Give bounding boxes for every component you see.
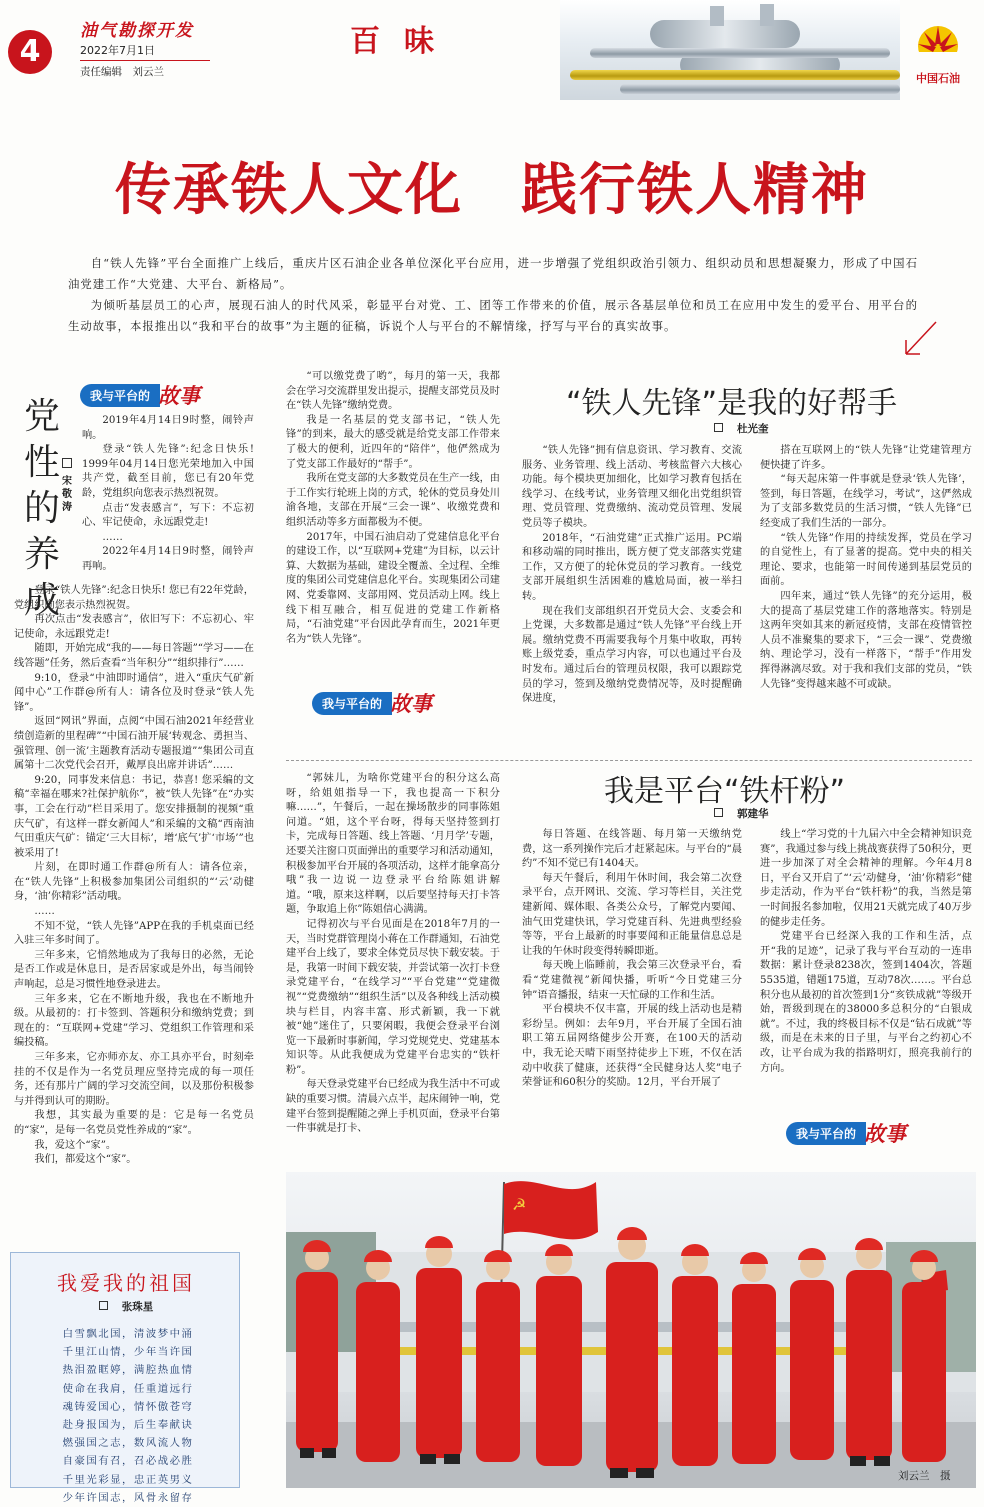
section-name: 百味 <box>350 24 458 59</box>
article3-paragraph: 线上“学习党的十九届六中全会精神知识竞赛”，我通过参与线上挑战赛获得了50积分，更进一步加深了对全会精神的理解。今年4月8日，平台又开启了“‘云’动健身，‘油’你精彩”健步走活动，作为平台“铁杆粉”的我，当然是第一时间报名参加啦，仅用21天就完成了40万步的健步走任务。 <box>760 829 972 928</box>
poem-line: 使命在我肩，任重道远行 <box>62 1382 194 1395</box>
article3-paragraph: 每日答题、在线答题、每月第一天缴纳党费，这一系列操作完后才赶紧起床。与平台的“晨约”不知不觉已有1404天。 <box>522 829 742 870</box>
article1-paragraph: 返回“网讯”界面，点阅“中国石油2021年经营业绩创造新的里程碑”“中国石油开展‘转观念、勇担当、强管理、创一流’主题教育活动专题报道”“集团公司直属第十二次党代会召开，戴厚良出席并讲话”…… <box>14 716 254 772</box>
header-banner-image <box>560 0 900 100</box>
story-tag <box>312 688 433 716</box>
poem-line: 千里光彩显，忠正英男义 <box>62 1473 194 1486</box>
article1-col-c <box>286 370 500 674</box>
article3-paragraph: 每天晚上临睡前，我会第三次登录平台，看看“党建微视”新闻快播，听听“今日党建三分钟”语音播报，结束一天忙碌的工作和生活。 <box>522 960 742 1001</box>
article2-paragraph: “每天起床第一件事就是登录‘铁人先锋’，签到，每日答题，在线学习，考试”，这俨然成为了支部多数党员的生活习惯，“铁人先锋”已经变成了我们生活的一部分。 <box>760 474 972 529</box>
article2-paragraph: 现在我们支部组织召开党员大会、支委会和上党课，大多数都是通过“铁人先锋”平台线上开展。缴纳党费不再需要我每个月集中收取，再转账上级党委，重点学习内容，可以也通过平台及时发布。通过后台的管理员权限，我可以跟踪党员的学习，签到及缴纳党费情况等，及时提醒确保进度， <box>522 605 742 705</box>
intro-block <box>68 253 918 337</box>
poem-line: 热泪盈眶婷，满腔热血情 <box>62 1364 194 1377</box>
article2-paragraph: “铁人先锋”拥有信息资讯、学习教育、交流服务、业务管理、线上活动、考核监督六大核心功能。每个模块更加细化，比如学习教育包括在线学习、在线考试，业务管理又细化出党组织管理、党员管理、党费缴纳、流动党员管理、发展党员等子模块。 <box>522 445 742 529</box>
story-tag-suffix: 故事 <box>158 384 201 408</box>
paper-name: 油气勘探开发 <box>80 21 194 41</box>
story-tag-prefix: 我与平台的 <box>312 692 392 715</box>
page-number: 4 <box>8 30 52 74</box>
poem-lines <box>33 1325 223 1507</box>
poem-box <box>10 1252 240 1504</box>
square-icon <box>714 808 723 817</box>
article1-paragraph: 9:10，登录“中油即时通信”，进入“重庆气矿新闻中心”工作群@所有人：请各位及时登录“铁人先锋”。 <box>14 672 254 713</box>
poem-author: 张珠星 <box>121 1301 154 1313</box>
square-icon <box>62 458 72 468</box>
company-logo <box>908 22 968 90</box>
poem-line: 自豪国有召，召必战必胜 <box>62 1455 194 1468</box>
article3-paragraph: 党建平台已经深入我的工作和生活，点开“我的足迹”，记录了我与平台互动的一连串数据：累计登录8238次，签到1404次，答题5535道，错题175道，互动78次……。平台总积分也从最初的首次签到1分“亥铁成就”等级开始，晋级到现在的38000多总积分的“白银成就”。不过，我的终极目标不仅是“钻石成就”等级，而是在未来的日子里，与平台之约初心不改，让平台成为我的指路明灯，照亮我前行的方向。 <box>760 931 972 1074</box>
article1-paragraph: 我，爱这个“家”。 <box>34 1139 117 1151</box>
article3-paragraph: 每天登录党建平台已经成为我生活中不可或缺的重要习惯。清晨六点半，起床闹钟一响，党建平台签到提醒随之弹上手机页面，登录平台第一件事就是打卡、 <box>286 1079 500 1135</box>
square-icon <box>99 1301 108 1310</box>
article1-paragraph: 三年多来，它在不断地升级，我也在不断地升级。从最初的：打卡签到、答题积分和缴纳党费；到现在的：“互联网+党建”学习、党组织工作管理和采编投稿。 <box>14 993 254 1049</box>
article1-paragraph: 点击“发表感言”，写下：不忘初心、牢记使命，永远跟党走! <box>82 502 254 529</box>
square-icon <box>714 423 723 432</box>
article1-paragraph: 我所在党支部的大多数党员在生产一线，由于工作实行轮班上岗的方式，轮休的党员身处川渝各地，支部在开展“三会一课”、收缴党费和组织活动等多方面都极为不便。 <box>286 473 500 528</box>
poem-author-block <box>11 1299 241 1314</box>
article3-author: 郭建华 <box>737 808 769 820</box>
story-tag <box>80 380 201 408</box>
article1-paragraph: 我想，其实最为重要的是：它是每一名党员的“家”，是每一名党员党性养成的“家”。 <box>14 1110 254 1136</box>
article2-author: 杜光奎 <box>737 423 769 435</box>
article2-col-a <box>522 444 742 744</box>
story-tag-prefix: 我与平台的 <box>80 384 160 407</box>
article2-paragraph: 2018年，“石油党建”正式推广运用。PC端和移动端的同时推出，既方便了党支部落实党建工作，又方便了的轮休党员的学习教育。一线党支部开展组织生活困难的尴尬局面，被一举扫转。 <box>522 532 742 602</box>
petrochina-logo-icon <box>914 22 962 66</box>
svg-text:☭: ☭ <box>512 1195 527 1214</box>
article1-paragraph: …… <box>34 906 55 918</box>
poem-line: 燃强国之志，数风流人物 <box>62 1437 194 1450</box>
article3-author-block <box>714 806 769 821</box>
poem-line: 赴身报国为，后生奉献诀 <box>62 1419 194 1432</box>
issue-date: 2022年7月1日 <box>80 44 155 57</box>
logo-text: 中国石油 <box>916 72 960 85</box>
story-tag-prefix: 我与平台的 <box>786 1122 866 1145</box>
article2-author-block <box>714 421 769 436</box>
article1-paragraph: 登录“铁人先锋”:纪念日快乐! 您已有22年党龄，党组织向您表示热烈祝贺。 <box>14 585 254 611</box>
article1-paragraph: 2022年4月14日9时整，闹铃声再响。 <box>82 546 254 572</box>
article3-paragraph: 每天午餐后，利用午休时间，我会第二次登录平台，点开网讯、交流、学习等栏目，关注党建新闻、媒体眼、各类公众号，了解党内要闻、油气田党建快讯，学习党建百科、先进典型经验等等，平台上最新的时事要闻和正能量信息总是让我的午休时段变得转瞬即逝。 <box>522 872 742 957</box>
workers-photo <box>286 1172 976 1488</box>
section-divider <box>286 760 972 761</box>
article1-author: 宋敬涛 <box>62 476 72 513</box>
article1-paragraph: 随即，开始完成“我的——每日答题”“学习——在线答题”任务，然后查看“当年积分”“组织排行”…… <box>14 643 254 669</box>
intro-paragraph: 自“铁人先锋”平台全面推广上线后，重庆片区石油企业各单位深化平台应用，进一步增强了党组织政治引领力、组织动员和思想凝聚力，形成了中国石油党建工作“大党建、大平台、新格局”。 <box>68 256 918 291</box>
article1-paragraph: 2019年4月14日9时整，闹铃声响。 <box>82 415 254 441</box>
article1-paragraph: 再次点击“发表感言”，依旧写下：不忘初心、牢记使命，永远跟党走! <box>14 614 254 640</box>
poem-line: 千里江山情，少年当许国 <box>62 1346 194 1359</box>
article3-col-a <box>286 772 500 1172</box>
poem-line: 少年许国志，风骨永留存 <box>62 1491 194 1504</box>
story-tag-suffix: 故事 <box>390 692 433 716</box>
poem-line: 魂铸爱国心，情怀傲苍穹 <box>62 1400 194 1413</box>
article3-paragraph: “郭妹儿，为啥你党建平台的积分这么高呀，给姐姐指导一下，我也提高一下积分嘛……”，午餐后，一起在操场散步的同事陈姐问道。“姐，这个平台呀，得每天坚持签到打卡，完成每日答题、线上答题、‘月月学’专题，还要关注窗口页面弹出的重要学习和活动通知，积极参加平台开展的各项活动，这样才能拿高分哦”我一边说一边登录平台给陈姐讲解道。“哦，原来这样啊，以后要坚持每天打卡答题，争取追上你”陈姐信心满满。 <box>286 773 500 916</box>
article1-paragraph: 三年多来，它亦师亦友、亦工具亦平台，时刻牵挂的不仅是作为一名党员理应坚持完成的每一项任务，还有那片广阔的学习交流空间，以及那份积极参与并得到认可的期盼。 <box>14 1052 254 1107</box>
poem-line: 白雪飘北国，清波梦中涌 <box>62 1328 194 1340</box>
article2-paragraph: “铁人先锋”作用的持续发挥，党员在学习的自觉性上，有了显著的提高。党中央的相关理论、要求，也能第一时间传递到基层党员的面前。 <box>760 532 972 588</box>
header-rule <box>80 60 210 61</box>
poem-title: 我爱我的祖国 <box>57 1271 195 1295</box>
story-tag-suffix: 故事 <box>864 1122 907 1146</box>
article1-paragraph: 片刻，在即时通工作群@所有人：请各位亲，在“铁人先锋”上积极参加集团公司组织的“‘云’动健身，‘油’你精彩”活动哦。 <box>14 862 254 903</box>
article1-paragraph: 三年多来，它悄然地成为了我每日的必然，无论是否工作或是休息日，是否居家或是外出，每当闹铃声响起，总是习惯性地登录进去。 <box>14 949 254 991</box>
article2-title: “铁人先锋”是我的好帮手 <box>566 386 898 421</box>
article3-col-c <box>760 828 972 1118</box>
article3-col-b <box>522 828 742 1168</box>
article1-paragraph: …… <box>102 531 123 543</box>
decorative-arrow-icon <box>900 318 940 362</box>
article1-title: 党性的养成 <box>23 396 60 621</box>
article1-paragraph: 2017年，中国石油启动了党建信息化平台的建设工作，以“互联网+党建”为目标，以云计算、大数据为基础，建设全覆盖、全过程、全维度的集团公司党建信息化平台。实现集团公司建网、党委靠网、支部用网、党员活动上网。线上线下相互融合，相互促进的党建工作新格局，“石油党建”平台因此孕育而生，2021年更名为“铁人先锋”。 <box>286 531 500 645</box>
article3-paragraph: 平台模块不仅丰富，开展的线上活动也是精彩纷呈。例如：去年9月，平台开展了全国石油职工第五届网络健步公开赛，在100天的活动中，我无论天晴下雨坚持徒步上下班，不仅在活动中收获了健康，还获得“全民健身达人奖”电子荣誉证和60积分的奖励。12月，平台开展了 <box>522 1004 742 1089</box>
photo-credit: 刘云兰 摄 <box>898 1470 951 1482</box>
article1-col-b <box>14 584 254 1244</box>
article1-col-a <box>82 414 254 590</box>
page-headline: 传承铁人文化 践行铁人精神 <box>115 158 869 223</box>
intro-paragraph: 为倾听基层员工的心声，展现石油人的时代风采，彰显平台对党、工、团等工作带来的价值，展示各基层单位和员工在应用中发生的爱平台、用平台的生动故事，本报推出以“我和平台的故事”为主题的征稿，诉说个人与平台的不解情缘，抒写与平台的真实故事。 <box>68 298 918 333</box>
article1-paragraph: 我是一名基层的党支部书记，“铁人先锋”的到来，最大的感受就是给党支部工作带来了极大的便利，近四年的“陪伴”，他俨然成为了党支部工作最好的“帮手”。 <box>286 414 500 470</box>
article3-paragraph: 记得初次与平台见面是在2018年7月的一天，当时党群管理岗小蒋在工作群通知，石油党建平台上线了，要求全体党员尽快下载安装。于是，我第一时间下载安装，并尝试第一次打卡登录党建平台，“在线学习”“平台党建”“党建微视”“党费缴纳”“组织生活”以及各种线上活动模块与栏目，内容丰富、形式新颖，我一下就被“她”迷住了，只要闲暇，我便会登录平台浏览一下最新时事新闻，学习党规党史、党建基本知识等。从此我便成为党建平台忠实的“铁杆粉”。 <box>286 918 500 1076</box>
article1-paragraph: 登录“铁人先锋”:纪念日快乐! 1999年04月14日您光荣地加入中国共产党，截至目前，您已有20年党龄，党组织向您表示热烈祝贺。 <box>82 444 254 499</box>
story-tag <box>786 1118 907 1146</box>
article1-paragraph: 我们，都爱这个“家”。 <box>34 1154 137 1166</box>
article2-paragraph: 四年来，通过“铁人先锋”的充分运用，极大的提高了基层党建工作的落地落实。特别是这两年突如其来的新冠疫情，支部在疫情管控人员不准聚集的要求下，“三会一课”、党费缴纳、理论学习，没有一样落下，“帮手”作用发挥得淋漓尽致。对于我和我们支部的党员，“铁人先锋”变得越来越不可或缺。 <box>760 590 972 690</box>
article1-paragraph: “可以缴党费了哟”，每月的第一天，我都会在学习交流群里发出提示，提醒支部党员及时在“铁人先锋”缴纳党费。 <box>286 371 500 412</box>
article2-paragraph: 搭在互联网上的“铁人先锋”让党建管理方便快捷了许多。 <box>760 445 972 471</box>
photo-illustration <box>286 1172 976 1488</box>
editor-credit: 责任编辑 刘云兰 <box>80 66 164 78</box>
article1-paragraph: 不知不觉，“铁人先锋”APP在我的手机桌面已经入驻三年多时间了。 <box>14 920 254 947</box>
article1-author-block <box>62 458 76 514</box>
article2-col-b <box>760 444 972 744</box>
article1-paragraph: 9:20，同事发来信息：书记，恭喜! 您采编的文稿“幸福在哪来?社保护航你”，被“铁人先锋”在“办实事，工会在行动”栏目采用了。您安排摄制的视频“重庆气矿，有这样一群女新闻人”和采编的文稿“西南油气田重庆气矿：锚定‘三大目标’，增‘底气’扩‘市场’”也被采用了! <box>14 774 254 859</box>
article3-title: 我是平台“铁杆粉” <box>604 774 846 809</box>
